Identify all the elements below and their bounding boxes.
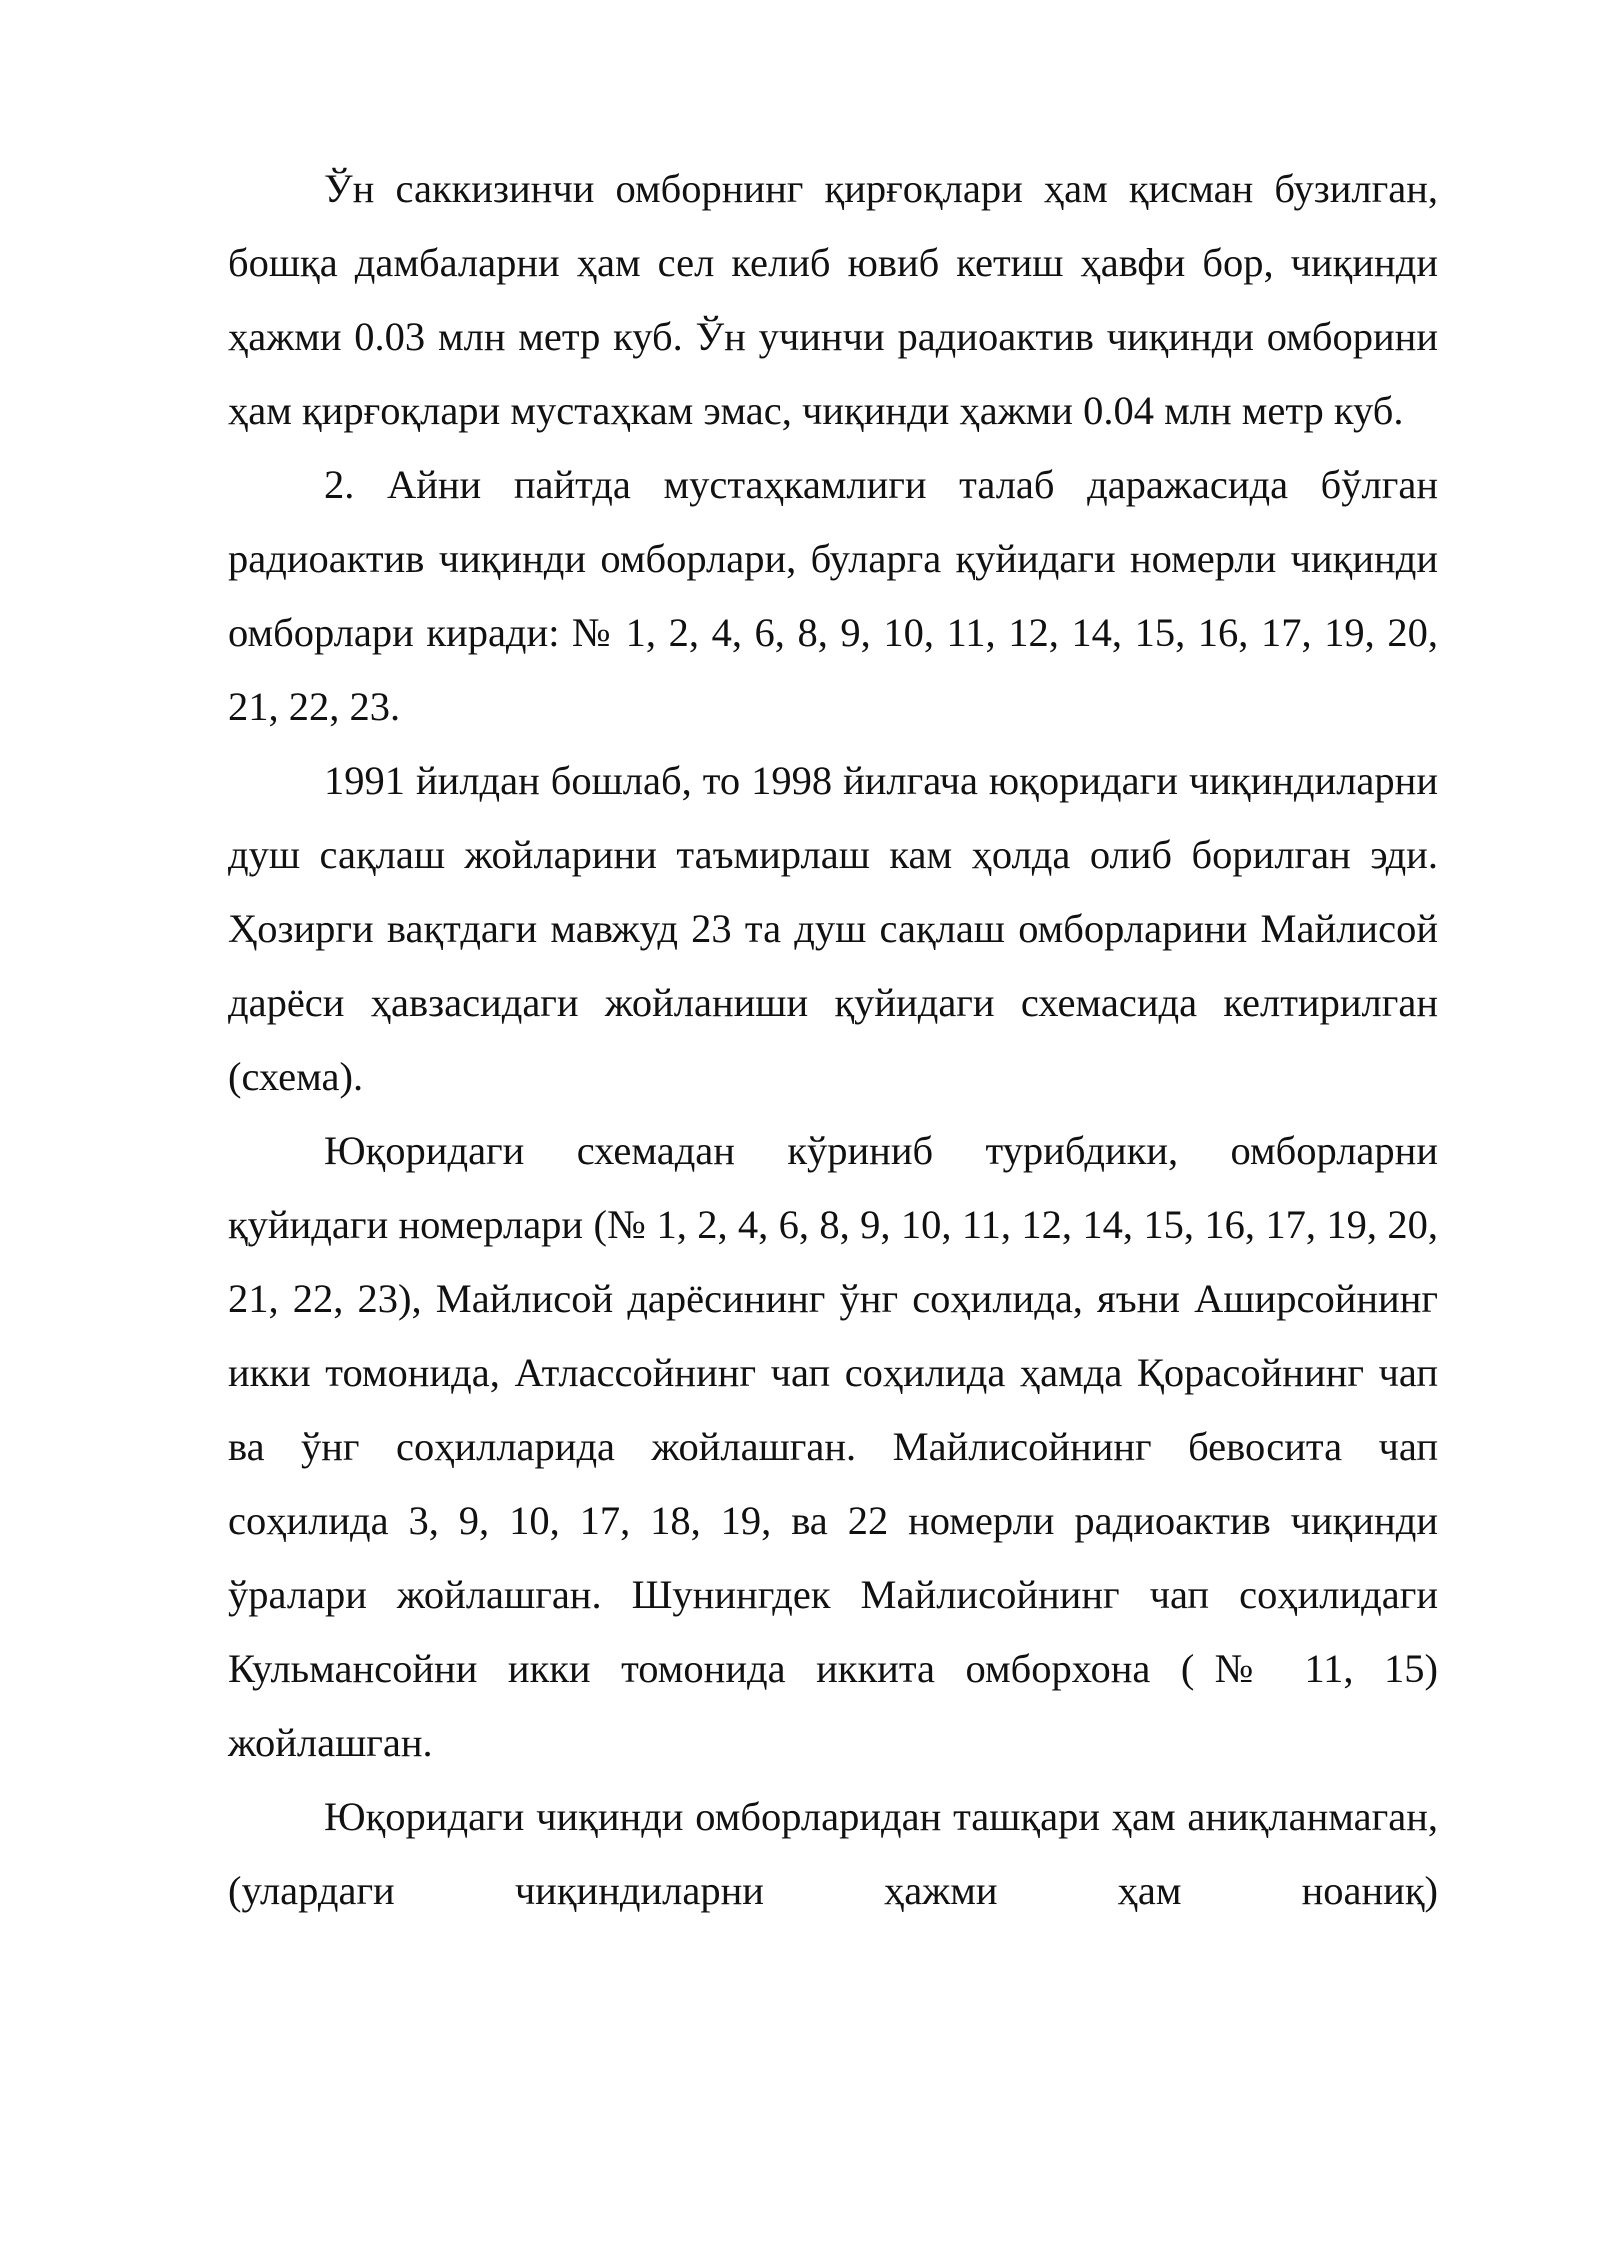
paragraph-3: 1991 йилдан бошлаб, то 1998 йилгача юқоридаги чиқиндиларни душ сақлаш жойларини таъмирлаш кам ҳолда олиб борилган эди. Ҳозирги вақтдаги мавжуд 23 та душ сақлаш омборларини Майлисой дарёси ҳавзасидаги жойланиши қуйидаги схемасида келтирилган (схема). <box>228 758 1438 1099</box>
paragraph-1: Ўн саккизинчи омборнинг қирғоқлари ҳам қисман бузилган, бошқа дамбаларни ҳам сел келиб ювиб кетиш ҳавфи бор, чиқинди ҳажми 0.03 млн метр куб. Ўн учинчи радиоактив чиқинди омборини ҳам қирғоқлари мустаҳкам эмас, чиқинди ҳажми 0.04 млн метр куб. <box>228 166 1438 433</box>
paragraph-5: Юқоридаги чиқинди омборларидан ташқари ҳам аниқланмаган, (улардаги чиқиндиларни ҳажми ҳам ноаниқ) <box>228 1794 1438 1913</box>
body-text <box>228 152 1438 1928</box>
paragraph-2: 2. Айни пайтда мустаҳкамлиги талаб даражасида бўлган радиоактив чиқинди омборлари, буларга қуйидаги номерли чиқинди омборлари киради: № 1, 2, 4, 6, 8, 9, 10, 11, 12, 14, 15, 16, 17, 19, 20, 21, 22, 23. <box>228 462 1438 729</box>
paragraph-4: Юқоридаги схемадан кўриниб турибдики, омборларни қуйидаги номерлари (№ 1, 2, 4, 6, 8, 9, 10, 11, 12, 14, 15, 16, 17, 19, 20, 21, 22, 23), Майлисой дарёсининг ўнг соҳилида, яъни Аширсойнинг икки томонида, Атлассойнинг чап соҳилида ҳамда Қорасойнинг чап ва ўнг соҳилларида жойлашган. Майлисойнинг бевосита чап соҳилида 3, 9, 10, 17, 18, 19, ва 22 номерли радиоактив чиқинди ўралари жойлашган. Шунингдек Майлисойнинг чап соҳилидаги Кульмансойни икки томонида иккита омборхона (№ 11, 15) жойлашган. <box>228 1128 1438 1765</box>
